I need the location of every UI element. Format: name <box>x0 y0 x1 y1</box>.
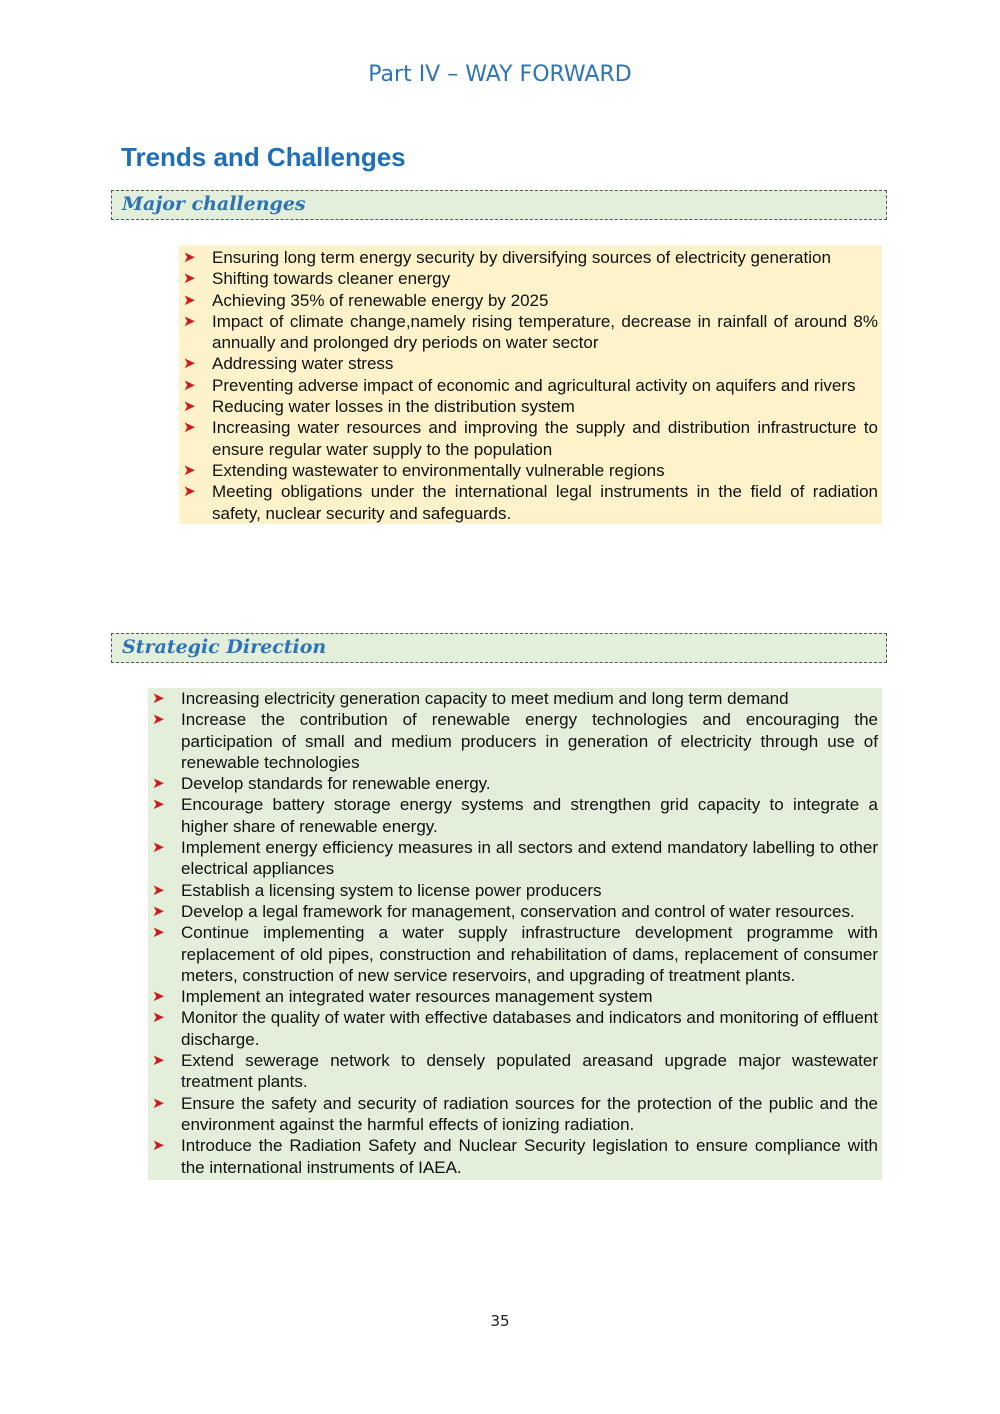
arrowhead-bullet-icon: ➤ <box>152 1093 165 1112</box>
list-item <box>179 417 878 460</box>
list-item <box>179 375 878 396</box>
list-item-text: Shifting towards cleaner energy <box>212 269 451 289</box>
arrowhead-bullet-icon: ➤ <box>183 269 196 288</box>
list-item-text: Reducing water losses in the distribution system <box>212 397 575 417</box>
arrowhead-bullet-icon: ➤ <box>152 838 165 857</box>
section-title: Trends and Challenges <box>121 142 406 172</box>
list-item-text: Ensuring long term energy security by diversifying sources of electricity generation <box>212 248 831 267</box>
arrowhead-bullet-icon: ➤ <box>183 354 196 373</box>
list-item-text: Preventing adverse impact of economic and agricultural activity on aquifers and rivers <box>212 375 856 395</box>
list-item-text: Establish a licensing system to license power producers <box>181 880 602 900</box>
arrowhead-bullet-icon: ➤ <box>152 987 165 1006</box>
arrowhead-bullet-icon: ➤ <box>152 923 165 942</box>
list-item <box>148 880 878 901</box>
list-item-text: Impact of climate change,namely rising temperature, decrease in rainfall of around 8% annually and prolonged dry periods on water sector <box>212 311 878 353</box>
arrowhead-bullet-icon: ➤ <box>183 418 196 437</box>
major-challenges-heading-box <box>111 190 887 220</box>
list-item <box>179 396 878 417</box>
list-item-text: Addressing water stress <box>212 354 394 374</box>
list-item-text: Extend sewerage network to densely populated areasand upgrade major wastewater treatment plants. <box>181 1051 878 1092</box>
list-item <box>148 1135 878 1178</box>
list-item-text: Develop standards for renewable energy. <box>181 774 491 794</box>
strategic-direction-heading: Strategic Direction <box>122 636 327 658</box>
list-item <box>148 1050 878 1093</box>
list-item-text: Develop a legal framework for management, conservation and control of water resources. <box>181 901 855 921</box>
list-item-text: Achieving 35% of renewable energy by 2025 <box>212 290 549 310</box>
list-item-text: Encourage battery storage energy systems and strengthen grid capacity to integrate a higher share of renewable energy. <box>181 795 878 836</box>
list-item <box>148 794 878 837</box>
list-item <box>148 1007 878 1050</box>
list-item-text: Implement energy efficiency measures in all sectors and extend mandatory labelling to other electrical appliances <box>181 838 878 879</box>
arrowhead-bullet-icon: ➤ <box>183 460 196 479</box>
list-item <box>148 1093 878 1136</box>
list-item <box>148 688 878 709</box>
list-item-text: Implement an integrated water resources management system <box>181 987 653 1007</box>
arrowhead-bullet-icon: ➤ <box>183 290 196 309</box>
arrowhead-bullet-icon: ➤ <box>183 248 196 266</box>
list-item <box>148 709 878 773</box>
arrowhead-bullet-icon: ➤ <box>152 901 165 920</box>
arrowhead-bullet-icon: ➤ <box>152 880 165 899</box>
arrowhead-bullet-icon: ➤ <box>183 375 196 394</box>
arrowhead-bullet-icon: ➤ <box>152 1136 165 1155</box>
strategic-direction-list <box>148 688 882 1180</box>
major-challenges-list <box>179 245 882 524</box>
part-title: Part IV – WAY FORWARD <box>368 62 632 87</box>
list-item-text: Increase the contribution of renewable energy technologies and encouraging the participation of small and medium producers in generation of electricity through use of renewable technologies <box>181 710 878 772</box>
list-item-text: Meeting obligations under the international legal instruments in the field of radiation safety, nuclear security and safeguards. <box>212 482 878 523</box>
list-item-text: Increasing water resources and improving the supply and distribution infrastructure to ensure regular water supply to the population <box>212 418 878 459</box>
list-item <box>148 901 878 922</box>
arrowhead-bullet-icon: ➤ <box>152 689 165 707</box>
list-item <box>179 460 878 481</box>
list-item <box>179 311 878 354</box>
list-item <box>179 247 878 268</box>
list-item <box>148 837 878 880</box>
page-number: 35 <box>490 1312 510 1330</box>
list-item-text: Increasing electricity generation capacity to meet medium and long term demand <box>181 689 789 708</box>
strategic-direction-heading-box <box>111 633 887 663</box>
arrowhead-bullet-icon: ➤ <box>152 774 165 793</box>
list-item <box>148 986 878 1007</box>
arrowhead-bullet-icon: ➤ <box>183 397 196 416</box>
major-challenges-heading: Major challenges <box>122 193 306 215</box>
list-item <box>179 290 878 311</box>
list-item-text: Introduce the Radiation Safety and Nuclear Security legislation to ensure compliance with the international instruments of IAEA. <box>181 1136 878 1177</box>
list-item <box>148 773 878 794</box>
arrowhead-bullet-icon: ➤ <box>152 710 165 729</box>
list-item-text: Continue implementing a water supply infrastructure development programme with replacement of old pipes, construction and rehabilitation of dams, replacement of consumer meters, construction of new service reservoirs, and upgrading of treatment plants. <box>181 923 878 985</box>
list-item-text: Monitor the quality of water with effective databases and indicators and monitoring of effluent discharge. <box>181 1008 878 1049</box>
arrowhead-bullet-icon: ➤ <box>183 311 196 330</box>
arrowhead-bullet-icon: ➤ <box>152 1051 165 1070</box>
list-item <box>179 268 878 289</box>
list-item <box>148 922 878 986</box>
list-item-text: Ensure the safety and security of radiation sources for the protection of the public and the environment against the harmful effects of ionizing radiation. <box>181 1093 878 1134</box>
arrowhead-bullet-icon: ➤ <box>183 482 196 501</box>
list-item <box>179 481 878 524</box>
list-item-text: Extending wastewater to environmentally vulnerable regions <box>212 460 665 480</box>
arrowhead-bullet-icon: ➤ <box>152 1008 165 1027</box>
arrowhead-bullet-icon: ➤ <box>152 795 165 814</box>
list-item <box>179 353 878 374</box>
